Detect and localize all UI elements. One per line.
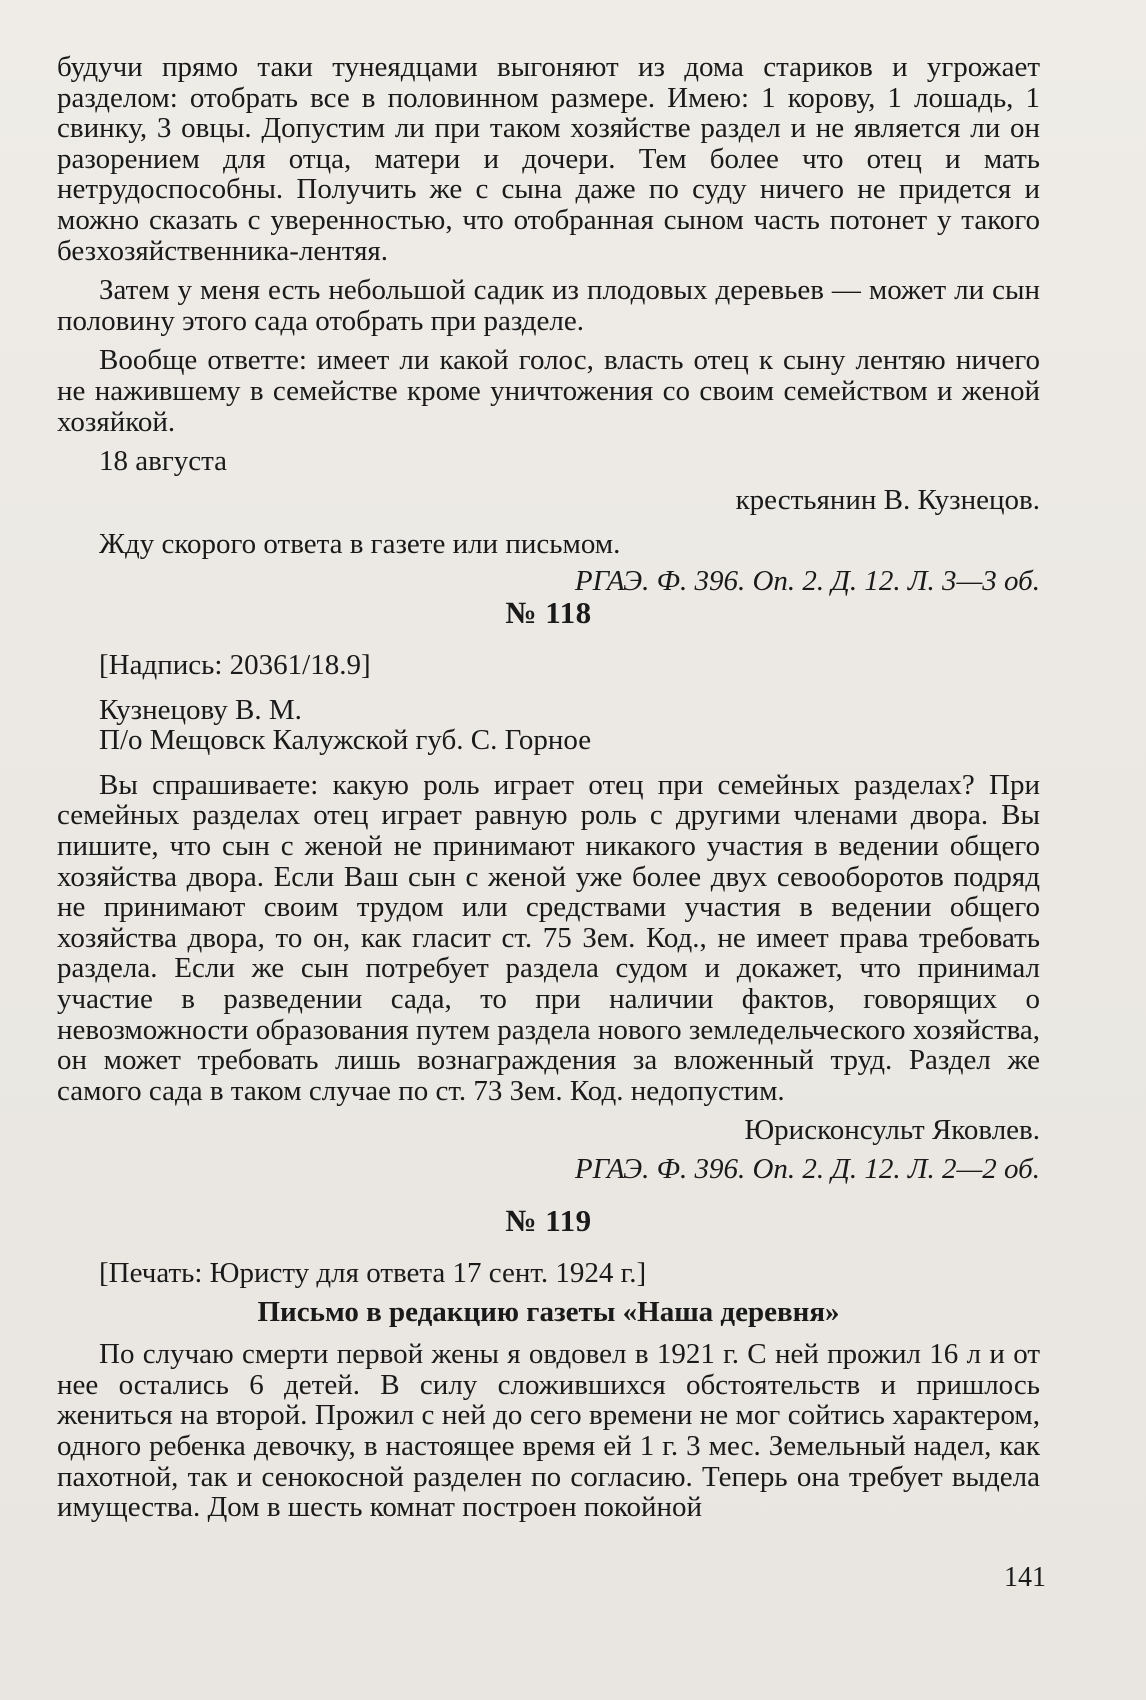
document-118 (57, 650, 1040, 1185)
letter-paragraph-1: будучи прямо таки тунеядцами выгоняют из дома стариков и угрожает разделом: отобрать все в половинном размере. Имею: 1 корову, 1 лошадь, 1 свинку, 3 овцы. Допустим ли при таком хозяйстве раздел и не является ли он разорением для отца, матери и дочери. Тем более что отец и мать нетрудоспособны. Получить же с сына даже по суду ничего не придется и можно сказать с уверенностью, что отобранная сыном часть потонет у такого безхозяйственника-лентяя. (57, 51, 1040, 267)
page-number: 141 (1004, 1562, 1046, 1593)
archive-reference-2: РГАЭ. Ф. 396. Оп. 2. Д. 12. Л. 2—2 об. (574, 1152, 1040, 1185)
reply-body: Вы спрашиваете: какую роль играет отец при семейных разделах? При семейных разделах отец играет равную роль с другими членами двора. Вы пишите, что сын с женой не принимают никакого участия в ведении общего хозяйства двора. Если Ваш сын с женой уже более двух севооборотов подряд не принимают своим трудом или средствами участия в ведении общего хозяйства двора, то он, как гласит ст. 75 Зем. Код., не имеет права требовать раздела. Если же сын потребует раздела судом и докажет, что принимал участие в разведении сада, то при наличии фактов, говорящих о невозможности образования путем раздела нового земледельческого хозяйства, он может требовать лишь вознаграждения за вложенный труд. Раздел же самого сада в таком случае по ст. 73 Зем. Код. недопустим. (57, 768, 1040, 1107)
letter-postscript: Жду скорого ответа в газете или письмом. (99, 528, 621, 561)
letter-signature: крестьянин В. Кузнецов. (735, 483, 1040, 516)
document-119 (57, 1258, 1040, 1532)
stamp: [Печать: Юристу для ответа 17 сент. 1924 г.] (99, 1257, 647, 1289)
address: П/о Мещовск Калужской губ. С. Горное (99, 724, 592, 757)
archive-reference-1: РГАЭ. Ф. 396. Оп. 2. Д. 12. Л. 3—3 об. (574, 564, 1040, 597)
letter-paragraph-3: Вообще ответте: имеет ли какой голос, власть отец к сыну лентяю ничего не нажившему в семействе кроме уничтожения со своим семейством и женой хозяйкой. (57, 344, 1040, 438)
letter-body: По случаю смерти первой жены я овдовел в 1921 г. С ней прожил 16 л и от нее остались 6 детей. В силу сложившихся обстоятельств и пришлось жениться на второй. Прожил с ней до сего времени не мог сойтись характером, одного ребенка девочку, в настоящее время ей 1 г. 3 мес. Земельный надел, как пахотной, так и сенокосной разделен по согласию. Теперь она требует выдела имущества. Дом в шесть комнат построен покойной (57, 1338, 1040, 1524)
reply-signature: Юрисконсульт Яковлев. (744, 1114, 1040, 1147)
letter-heading: Письмо в редакцию газеты «Наша деревня» (257, 1295, 840, 1328)
letter-continuation (57, 52, 1040, 597)
letter-paragraph-2: Затем у меня есть небольшой садик из плодовых деревьев — может ли сын половину этого сада отобрать при разделе. (57, 274, 1040, 337)
inscription: [Надпись: 20361/18.9] (99, 649, 371, 681)
document-number-119: № 119 (505, 1203, 592, 1238)
letter-date: 18 августа (99, 445, 227, 478)
document-number-118: № 118 (505, 595, 592, 630)
addressee: Кузнецову В. М. (99, 693, 302, 726)
